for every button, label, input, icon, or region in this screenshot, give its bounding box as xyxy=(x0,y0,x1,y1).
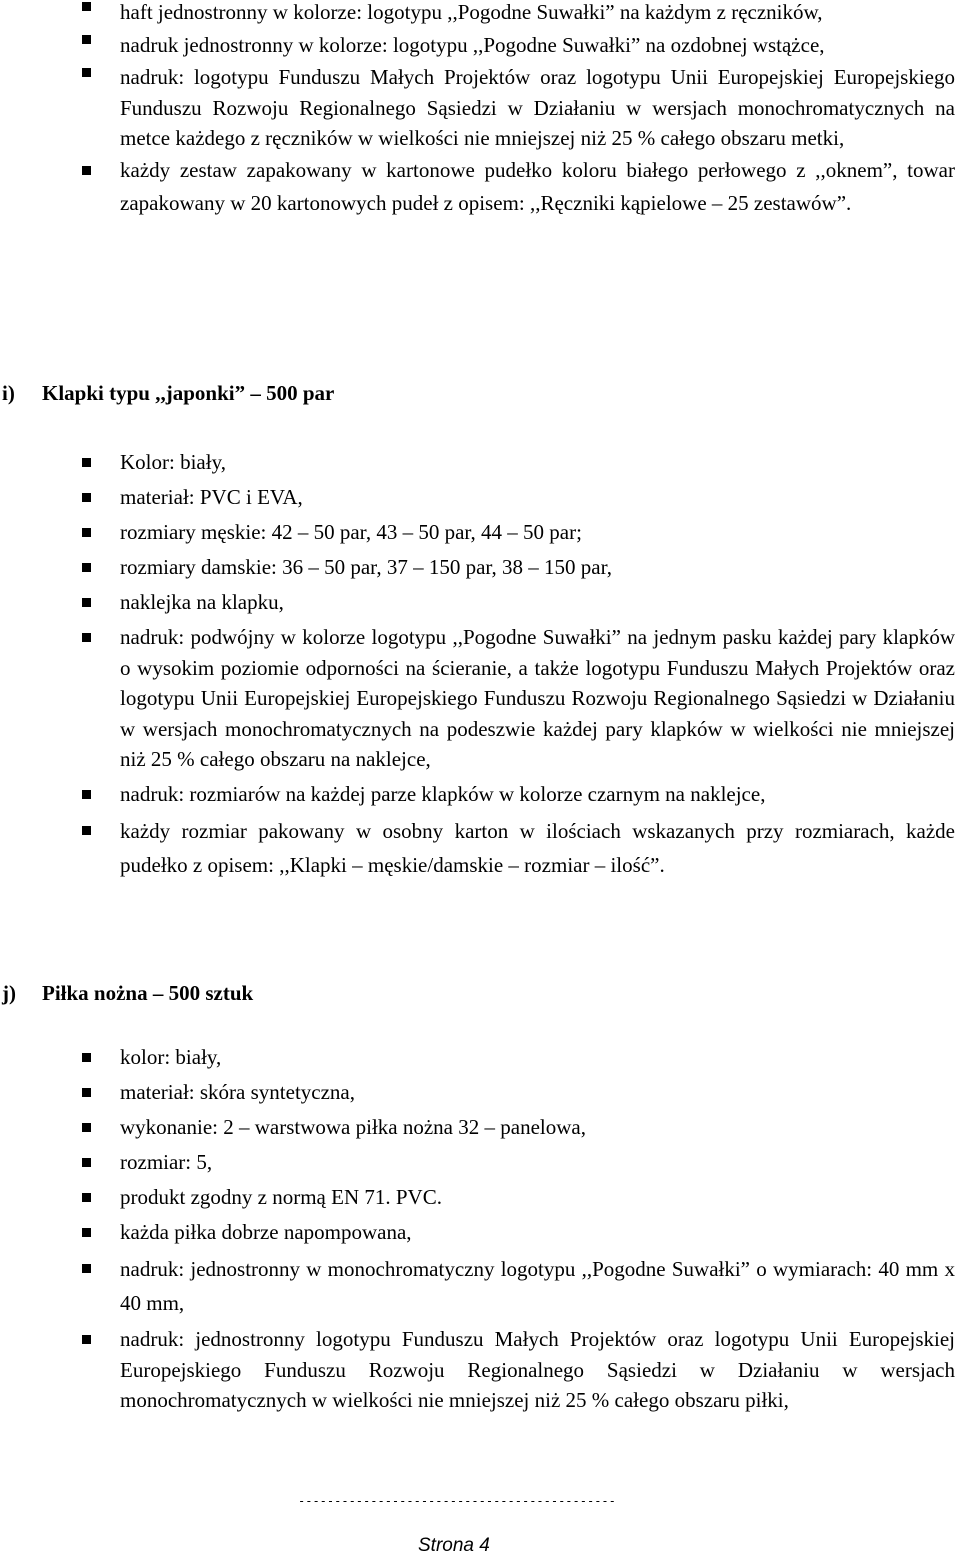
list-item xyxy=(0,1112,960,1143)
square-bullet-icon xyxy=(82,1123,91,1132)
square-bullet-icon xyxy=(82,1264,91,1273)
list-item-text: nadruk: logotypu Funduszu Małych Projektów oraz logotypu Unii Europejskiej Europejskiego Funduszu Rozwoju Regionalnego Sąsiedzi w Działaniu w wersjach monochromatycznych na metce każdego z ręczników w wielkości nie mniejszej niż 25 % całego obszaru metki, xyxy=(120,65,955,150)
section-i-heading xyxy=(0,378,334,408)
list-item-text: nadruk jednostronny w kolorze: logotypu ,,Pogodne Suwałki” na ozdobnej wstążce, xyxy=(120,33,825,57)
list-item xyxy=(0,814,960,882)
square-bullet-icon xyxy=(82,1053,91,1062)
list-item-text: kolor: biały, xyxy=(120,1045,222,1069)
section-i-label: i) xyxy=(2,381,15,405)
list-item xyxy=(0,0,960,29)
list-item xyxy=(0,447,960,478)
list-item xyxy=(0,1217,960,1248)
square-bullet-icon xyxy=(82,563,91,572)
list-item-text: każda piłka dobrze napompowana, xyxy=(120,1220,412,1244)
list-item-text: każdy zestaw zapakowany w kartonowe pudełko koloru białego perłowego z ,,oknem”, towar zapakowany w 20 kartonowych pudeł z opisem: ,,Ręczniki kąpielowe – 25 zestawów”. xyxy=(120,157,955,215)
list-item xyxy=(0,62,960,154)
square-bullet-icon xyxy=(82,1088,91,1097)
list-item-text: materiał: skóra syntetyczna, xyxy=(120,1080,355,1104)
page-number: Strona 4 xyxy=(418,1535,490,1556)
section-i-title: Klapki typu ,,japonki” – 500 par xyxy=(42,381,335,405)
square-bullet-icon xyxy=(82,458,91,467)
square-bullet-icon xyxy=(82,493,91,502)
list-item-text: produkt zgodny z normą EN 71. PVC. xyxy=(120,1185,442,1209)
square-bullet-icon xyxy=(82,68,91,77)
list-item xyxy=(0,29,960,62)
list-item-text: Kolor: biały, xyxy=(120,450,226,474)
square-bullet-icon xyxy=(82,598,91,607)
square-bullet-icon xyxy=(82,826,91,835)
list-item-text: każdy rozmiar pakowany w osobny karton w ilościach wskazanych przy rozmiarach, każde pudełko z opisem: ,,Klapki – męskie/damskie – rozmiar – ilość”. xyxy=(120,818,955,877)
list-item xyxy=(0,779,960,810)
section-h-list xyxy=(0,0,960,220)
list-item xyxy=(0,154,960,220)
list-item-text: naklejka na klapku, xyxy=(120,590,284,614)
list-item xyxy=(0,587,960,618)
list-item-text: materiał: PVC i EVA, xyxy=(120,485,303,509)
square-bullet-icon xyxy=(82,1228,91,1237)
list-item-text: nadruk: podwójny w kolorze logotypu ,,Pogodne Suwałki” na jednym pasku każdej pary klapków o wysokim poziomie odporności na ścieranie, a także logotypu Funduszu Małych Projektów oraz logotypu Unii Europejskiej Europejskiego Funduszu Rozwoju Regionalnego Sąsiedzi w Działaniu w wersjach monochromatycznych na podeszwie każdej pary klapków w wielkości nie mniejszej niż 25 % całego obszaru na naklejce, xyxy=(120,625,955,771)
list-item xyxy=(0,1324,960,1416)
list-item-text: rozmiary damskie: 36 – 50 par, 37 – 150 par, 38 – 150 par, xyxy=(120,555,613,579)
list-item-text: nadruk: rozmiarów na każdej parze klapków w kolorze czarnym na naklejce, xyxy=(120,781,766,806)
square-bullet-icon xyxy=(82,790,91,799)
square-bullet-icon xyxy=(82,1158,91,1167)
square-bullet-icon xyxy=(82,2,91,11)
list-item-text: wykonanie: 2 – warstwowa piłka nożna 32 – panelowa, xyxy=(120,1115,586,1139)
square-bullet-icon xyxy=(82,633,91,642)
list-item xyxy=(0,1182,960,1213)
square-bullet-icon xyxy=(82,528,91,537)
section-j-label: j) xyxy=(2,981,16,1005)
list-item xyxy=(0,622,960,775)
square-bullet-icon xyxy=(82,35,91,44)
list-item xyxy=(0,1077,960,1108)
list-item xyxy=(0,482,960,513)
list-item-text: rozmiary męskie: 42 – 50 par, 43 – 50 par, 44 – 50 par; xyxy=(120,520,582,544)
list-item xyxy=(0,1252,960,1320)
list-item-text: nadruk: jednostronny logotypu Funduszu Małych Projektów oraz logotypu Unii Europejskiej Europejskiego Funduszu Rozwoju Regionalnego Sąsiedzi w Działaniu w wersjach monochromatycznych w wielkości nie mniejszej niż 25 % całego obszaru piłki, xyxy=(120,1327,955,1412)
square-bullet-icon xyxy=(82,1335,91,1344)
square-bullet-icon xyxy=(82,1193,91,1202)
list-item-text: haft jednostronny w kolorze: logotypu ,,Pogodne Suwałki” na każdym z ręczników, xyxy=(120,0,823,24)
section-j-list xyxy=(0,1042,960,1416)
section-i-list xyxy=(0,447,960,882)
list-item xyxy=(0,1042,960,1073)
list-item-text: nadruk: jednostronny w monochromatyczny logotypu ,,Pogodne Suwałki” o wymiarach: 40 mm x 40 mm, xyxy=(120,1257,955,1315)
list-item xyxy=(0,1147,960,1178)
square-bullet-icon xyxy=(82,166,91,175)
list-item xyxy=(0,517,960,548)
section-j-title: Piłka nożna – 500 sztuk xyxy=(42,981,254,1005)
list-item xyxy=(0,552,960,583)
list-item-text: rozmiar: 5, xyxy=(120,1150,213,1174)
section-j-heading xyxy=(0,978,253,1008)
footer-separator: -------------------------------------------- xyxy=(298,1494,616,1508)
